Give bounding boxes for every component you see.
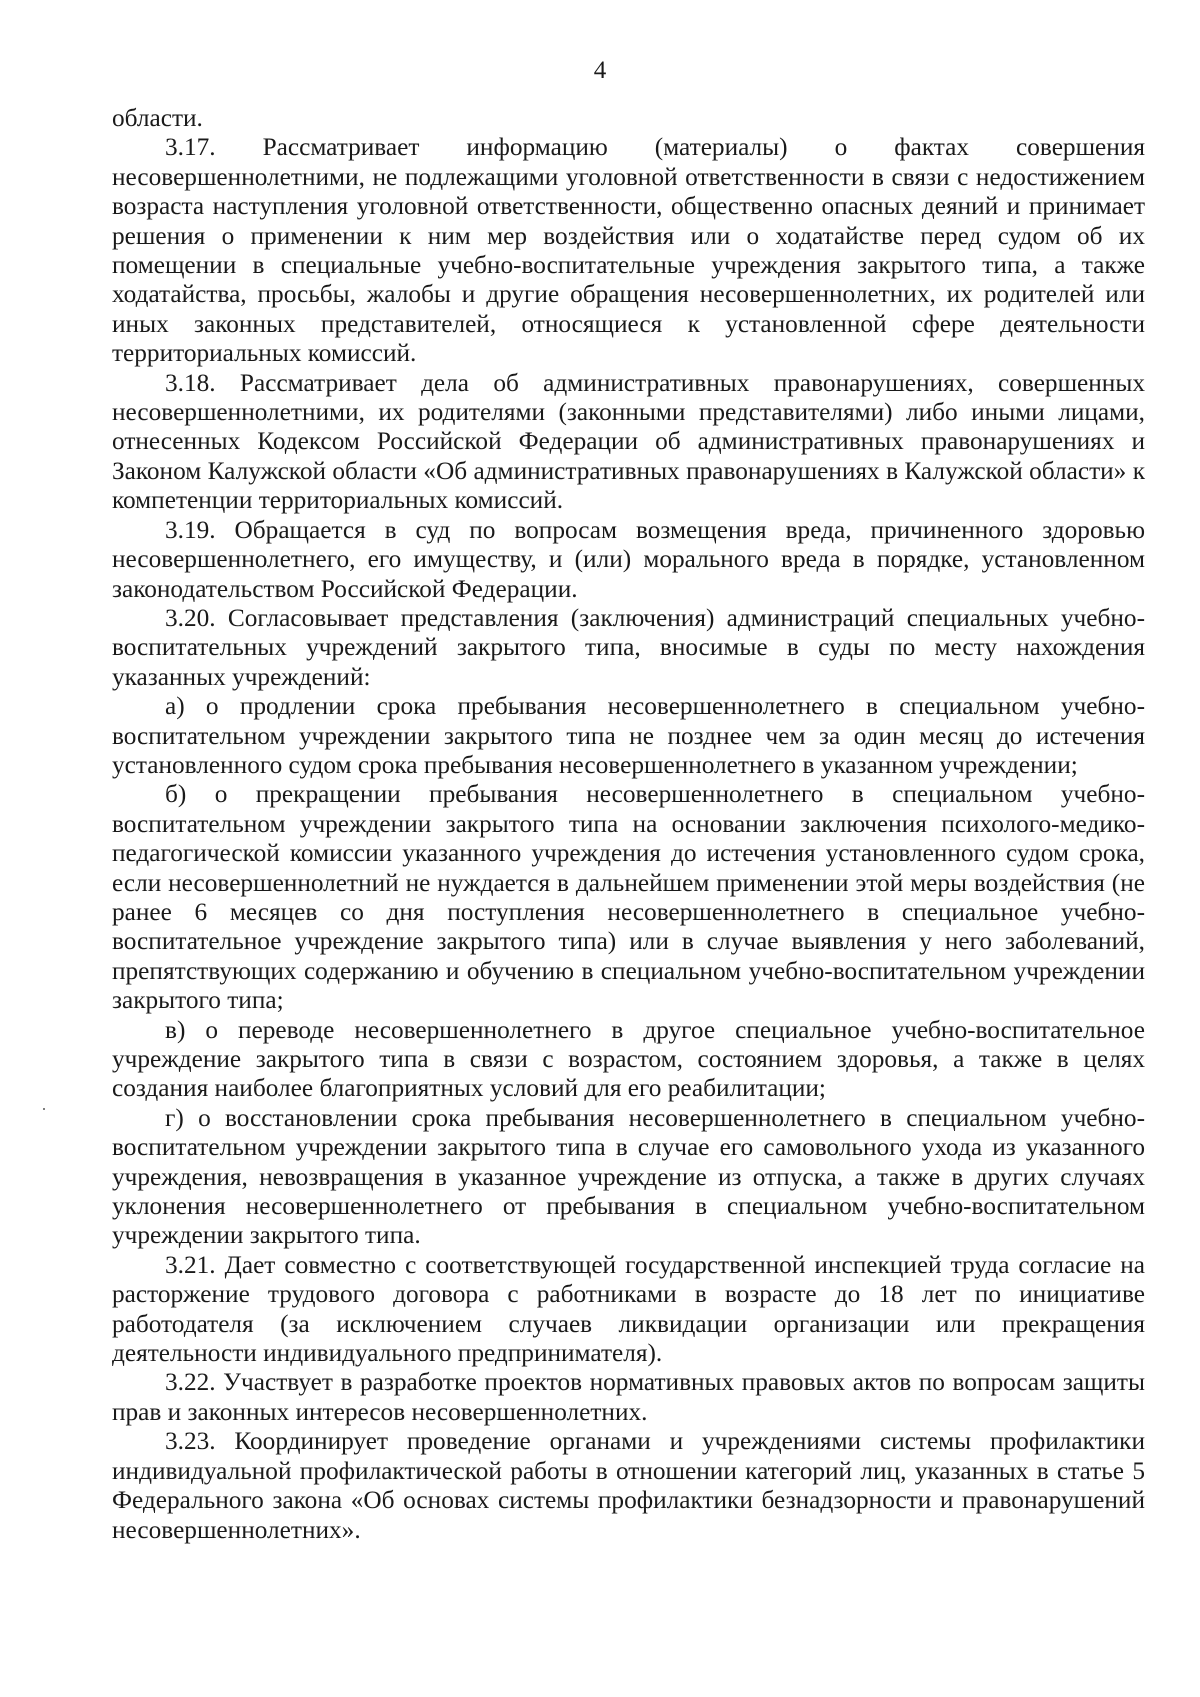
scan-speck [43, 1108, 45, 1110]
paragraph-3-20-v: в) о переводе несовершеннолетнего в другое специальное учебно-воспитательное учреждение закрытого типа в связи с возрастом, состоянием здоровья, а также в целях создания наиболее благоприятных условий для его реабилитации; [112, 1015, 1145, 1103]
document-body [112, 104, 1145, 1545]
paragraph-continuation: области. [112, 104, 203, 132]
paragraph-3-21: 3.21. Дает совместно с соответствующей государственной инспекцией труда согласие на расторжение трудового договора с работниками в возрасте до 18 лет по инициативе работодателя (за исключением случаев ликвидации организации или прекращения деятельности индивидуального предпринимателя). [112, 1250, 1145, 1368]
paragraph-3-19: 3.19. Обращается в суд по вопросам возмещения вреда, причиненного здоровью несовершеннолетнего, его имуществу, и (или) морального вреда в порядке, установленном законодательством Российской Федерации. [112, 515, 1145, 603]
paragraph-3-20-g: г) о восстановлении срока пребывания несовершеннолетнего в специальном учебно-воспитательном учреждении закрытого типа в случае его самовольного ухода из указанного учреждения, невозвращения в указанное учреждение из отпуска, а также в других случаях уклонения несовершеннолетнего от пребывания в специальном учебно-воспитательном учреждении закрытого типа. [112, 1103, 1145, 1250]
paragraph-3-17: 3.17. Рассматривает информацию (материалы) о фактах совершения несовершеннолетними, не подлежащими уголовной ответственности в связи с недостижением возраста наступления уголовной ответственности, общественно опасных деяний и принимает решения о применении к ним мер воздействия или о ходатайстве перед судом об их помещении в специальные учебно-воспитательные учреждения закрытого типа, а также ходатайства, просьбы, жалобы и другие обращения несовершеннолетних, их родителей или иных законных представителей, относящиеся к установленной сфере деятельности территориальных комиссий. [112, 133, 1145, 368]
paragraph-3-20: 3.20. Согласовывает представления (заключения) администраций специальных учебно-воспитательных учреждений закрытого типа, вносимые в суды по месту нахождения указанных учреждений: [112, 603, 1145, 691]
paragraph-3-20-a: а) о продлении срока пребывания несовершеннолетнего в специальном учебно-воспитательном учреждении закрытого типа не позднее чем за один месяц до истечения установленного судом срока пребывания несовершеннолетнего в указанном учреждении; [112, 692, 1145, 779]
paragraph-3-23: 3.23. Координирует проведение органами и учреждениями системы профилактики индивидуальной профилактической работы в отношении категорий лиц, указанных в статье 5 Федерального закона «Об основах системы профилактики безнадзорности и правонарушений несовершеннолетних». [112, 1427, 1145, 1544]
paragraph-3-22: 3.22. Участвует в разработке проектов нормативных правовых актов по вопросам защиты прав и законных интересов несовершеннолетних. [112, 1368, 1145, 1426]
paragraph-3-20-b: б) о прекращении пребывания несовершеннолетнего в специальном учебно-воспитательном учреждении закрытого типа на основании заключения психолого-медико-педагогической комиссии указанного учреждения до истечения установленного судом срока, если несовершеннолетний не нуждается в дальнейшем применении этой меры воздействия (не ранее 6 месяцев со дня поступления несовершеннолетнего в специальное учебно-воспитательное учреждение закрытого типа) или в случае выявления у него заболеваний, препятствующих содержанию и обучению в специальном учебно-воспитательном учреждении закрытого типа; [112, 780, 1145, 1015]
page-number: 4 [593, 57, 607, 84]
paragraph-3-18: 3.18. Рассматривает дела об административных правонарушениях, совершенных несовершеннолетними, их родителями (законными представителями) либо иными лицами, отнесенных Кодексом Российской Федерации об административных правонарушениях и Законом Калужской области «Об административных правонарушениях в Калужской области» к компетенции территориальных комиссий. [112, 368, 1145, 515]
